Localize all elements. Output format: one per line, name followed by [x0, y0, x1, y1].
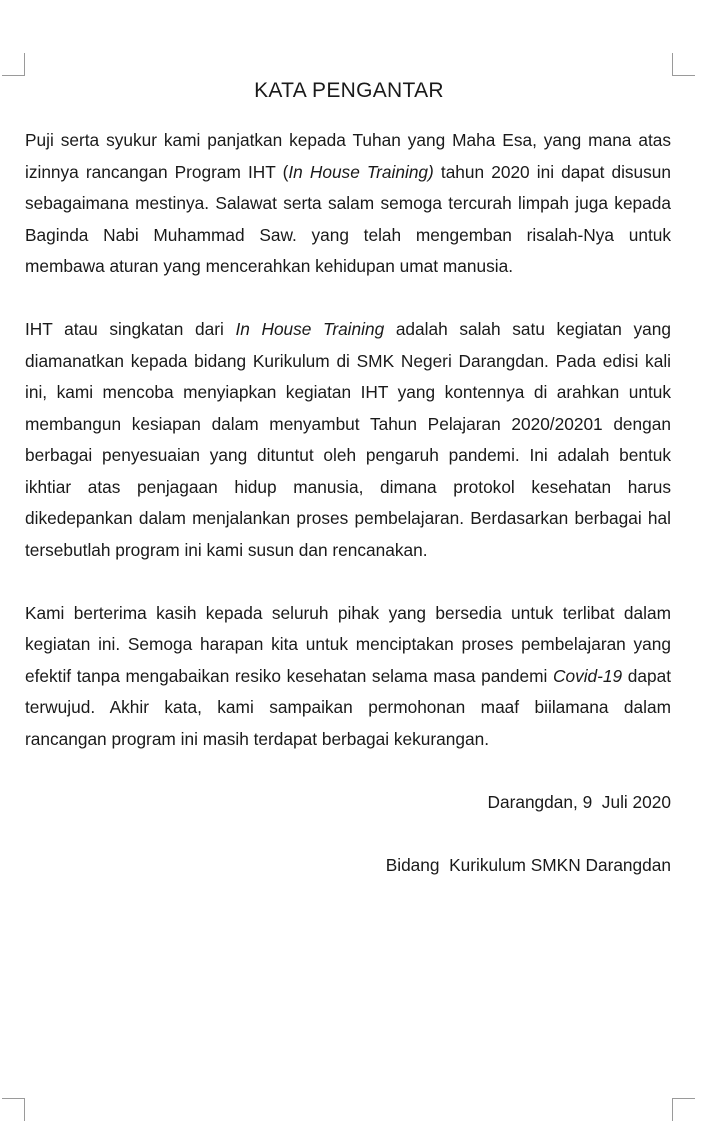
paragraph-1	[25, 125, 671, 283]
paragraph-2-text-b: adalah salah satu kegiatan yang diamanatkan kepada bidang Kurikulum di SMK Negeri Darangdan. Pada edisi kali ini, kami mencoba menyiapkan kegiatan IHT yang kontennya di arahkan untuk membangun kesiapan dalam menyambut Tahun Pelajaran 2020/20201 dengan berbagai penyesuaian yang dituntut oleh pengaruh pandemi. Ini adalah bentuk ikhtiar atas penjagaan hidup manusia, dimana protokol kesehatan harus dikedepankan dalam menjalankan proses pembelajaran. Berdasarkan berbagai hal tersebutlah program ini kami susun dan rencanakan.	[25, 319, 671, 560]
paragraph-2	[25, 314, 671, 566]
crop-mark-top-right	[672, 53, 695, 76]
paragraph-1-text-a: Puji serta syukur kami panjatkan kepada Tuhan yang Maha Esa, yang mana atas izinnya rancangan Program IHT (	[25, 130, 671, 182]
paragraph-2-text-a: IHT atau singkatan dari	[25, 319, 236, 339]
crop-mark-bottom-right	[672, 1098, 695, 1121]
crop-mark-top-left	[2, 53, 25, 76]
paragraph-1-text-b: tahun 2020 ini dapat disusun sebagaimana mestinya. Salawat serta salam semoga tercurah limpah juga kepada Baginda Nabi Muhammad Saw. yang telah mengemban risalah-Nya untuk membawa aturan yang mencerahkan kehidupan umat manusia.	[25, 161, 672, 276]
page-title: KATA PENGANTAR	[254, 79, 444, 102]
crop-mark-bottom-left	[2, 1098, 25, 1121]
paragraph-3-italic: Covid-19	[552, 665, 623, 686]
signatory: Bidang Kurikulum SMKN Darangdan	[385, 854, 671, 875]
paragraph-3-text-a: Kami berterima kasih kepada seluruh pihak yang bersedia untuk terlibat dalam kegiatan ini. Semoga harapan kita untuk menciptakan proses pembelajaran yang efektif tanpa mengabaikan resiko kesehatan selama masa pandemi	[25, 602, 671, 686]
paragraph-2-italic: In House Training	[235, 319, 385, 339]
place-date: Darangdan, 9 Juli 2020	[487, 791, 671, 812]
page-content	[25, 74, 671, 881]
paragraph-3	[25, 598, 671, 756]
paragraph-3-text-b: dapat terwujud. Akhir kata, kami sampaikan permohonan maaf biilamana dalam rancangan program ini masih terdapat berbagai kekurangan.	[25, 665, 671, 749]
paragraph-1-italic: In House Training)	[288, 161, 434, 182]
